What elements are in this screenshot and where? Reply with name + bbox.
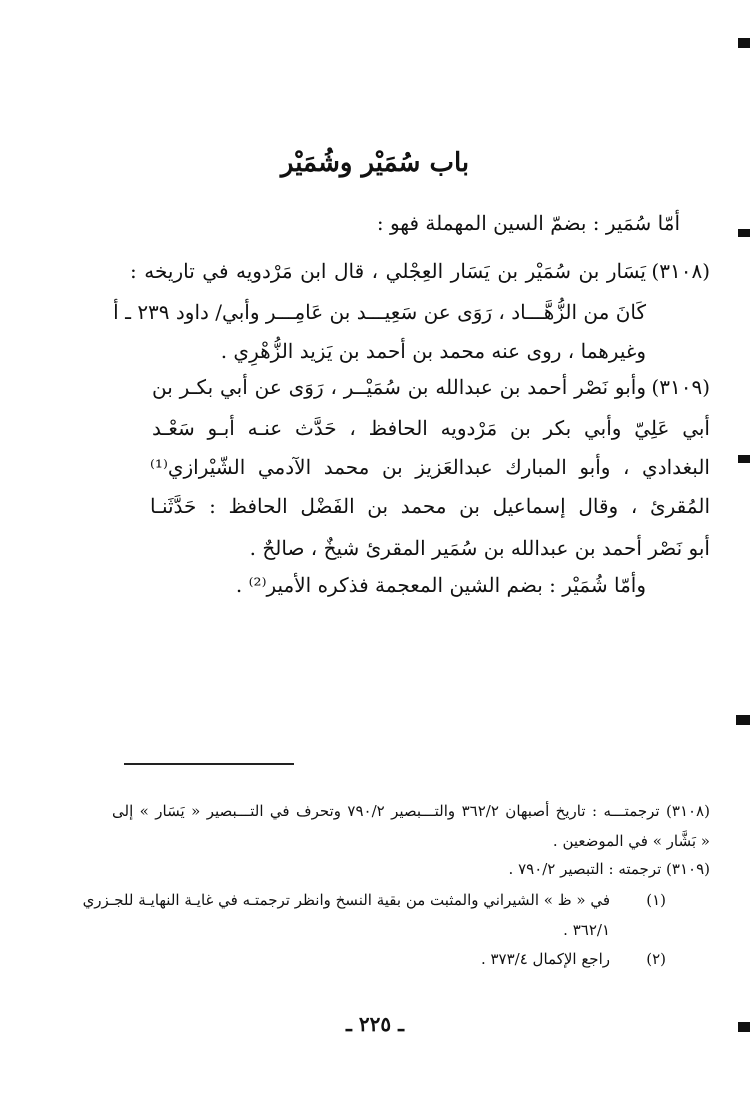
footnote-text: « بَشَّار » في الموضعين . (552, 832, 710, 850)
entry-line: المُقرئ ، وقال إسماعيل بن محمد بن الفَضْل الحافظ : حَدَّثَنـا (150, 494, 710, 518)
entry-line: أبي عَلِيّ وأبي بكر بن مَرْدويه الحافظ ، حَدَّث عنـه أبـو سَعْـد (152, 416, 710, 440)
footnote-text: (٣١٠٨) ترجمتـــه : تاريخ أصبهان ٣٦٢/٢ والتـــبصير ٧٩٠/٢ وتحرف في التـــبصير « يَسَار » إلى (112, 802, 710, 820)
intro-line: أمّا سُمَير : بضمّ السين المهملة فهو : (376, 211, 680, 235)
entry-line: وأبو نَصْر أحمد بن عبدالله بن سُمَيْــر ، رَوَى عن أبي بكـر بن (152, 375, 646, 399)
page-number: ـ ٢٢٥ ـ (346, 1012, 404, 1036)
edge-mark-3 (738, 455, 750, 463)
edge-mark-2 (738, 229, 750, 237)
entry-line: أبو نَصْر أحمد بن عبدالله بن سُمَير المقرئ شيخٌ ، صالحٌ . (249, 536, 710, 560)
footnote-label: (١) (646, 891, 666, 909)
entry-number: (٣١٠٩) (651, 375, 710, 399)
chapter-title: باب سُمَيْر وشُمَيْر (280, 148, 470, 178)
entry-line: البغدادي ، وأبو المبارك عبدالعَزيز بن محمد الآدمي الشّيْرازي⁽¹⁾ (150, 455, 710, 479)
footnote-text: راجع الإكمال ٣٧٣/٤ . (480, 950, 610, 968)
edge-mark-4 (736, 715, 750, 725)
footnote-text: ٣٦٢/١ . (563, 921, 610, 939)
entry-number: (٣١٠٨) (651, 259, 710, 283)
closing-line: وأمّا شُمَيْر : بضم الشين المعجمة فذكره الأمير⁽²⁾ . (235, 573, 646, 597)
entry-line: وغيرهما ، روى عنه محمد بن أحمد بن يَزيد الزُّهْرِي . (220, 339, 646, 363)
footnote-text: في « ظ » الشيراني والمثبت من بقية النسخ وانظر ترجمتـه في غايـة النهايـة للجـزري (82, 891, 610, 909)
edge-mark-1 (738, 38, 750, 48)
entry-line: يَسَار بن سُمَيْر بن يَسَار العِجْلي ، قال ابن مَرْدويه في تاريخه : (130, 259, 646, 283)
footnote-separator (124, 763, 294, 765)
entry-line: كَانَ من الزُّهَّـــاد ، رَوَى عن سَعِيـــد بن عَامِـــر وأبي/ داود ٢٣٩ ـ أ (113, 300, 646, 324)
footnote-label: (٢) (646, 950, 666, 968)
footnote-text: (٣١٠٩) ترجمته : التبصير ٧٩٠/٢ . (508, 860, 710, 878)
